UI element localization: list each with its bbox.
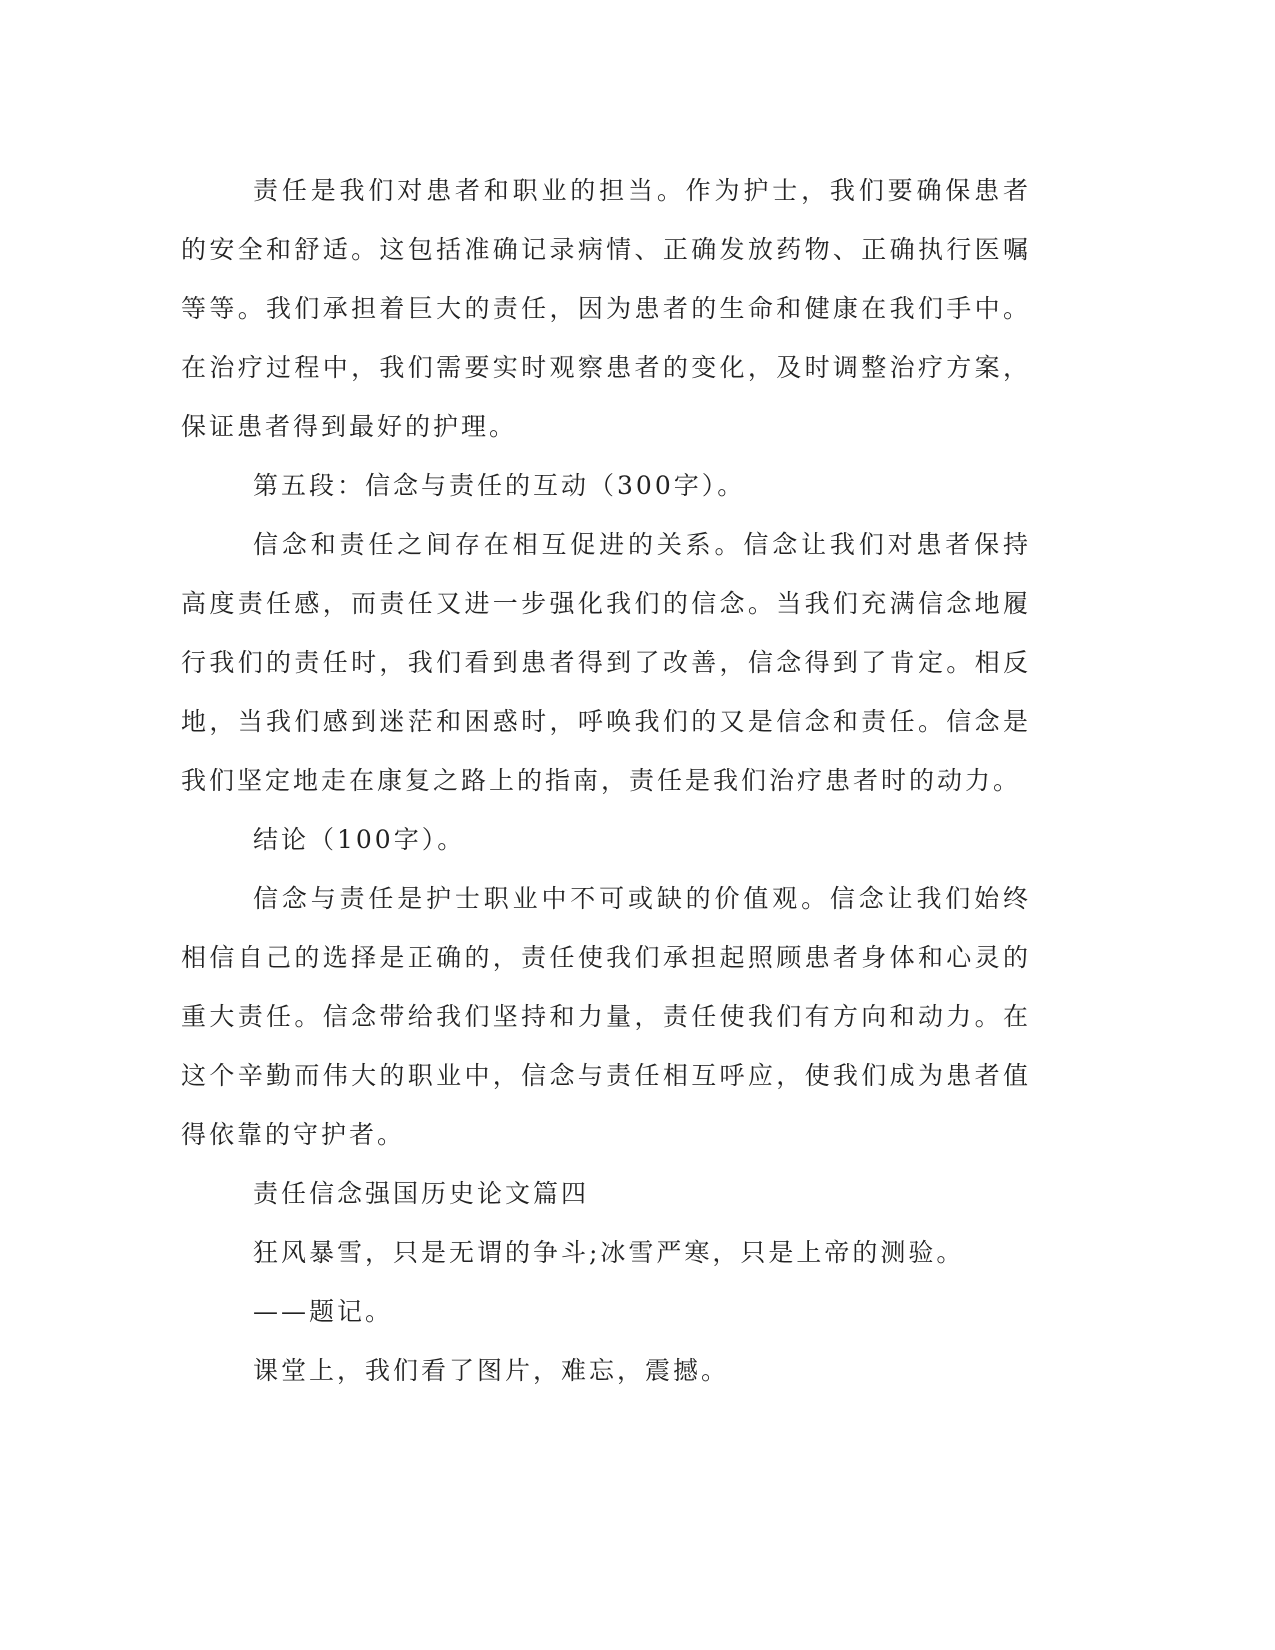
paragraph-responsibility: 责任是我们对患者和职业的担当。作为护士，我们要确保患者的安全和舒适。这包括准确记录病情、正确发放药物、正确执行医嘱等等。我们承担着巨大的责任，因为患者的生命和健康在我们手中。在治疗过程中，我们需要实时观察患者的变化，及时调整治疗方案，保证患者得到最好的护理。 (181, 176, 1031, 441)
heading-essay-four: 责任信念强国历史论文篇四 (253, 1179, 590, 1208)
epigraph-attribution: ——题记。 (253, 1297, 394, 1326)
document-body (181, 161, 1031, 1400)
heading-section-five: 第五段：信念与责任的互动（300字）。 (253, 471, 746, 500)
paragraph-classroom: 课堂上，我们看了图片，难忘，震撼。 (253, 1356, 730, 1385)
heading-conclusion: 结论（100字）。 (253, 825, 466, 854)
paragraph-conclusion: 信念与责任是护士职业中不可或缺的价值观。信念让我们始终相信自己的选择是正确的，责任使我们承担起照顾患者身体和心灵的重大责任。信念带给我们坚持和力量，责任使我们有方向和动力。在这个辛勤而伟大的职业中，信念与责任相互呼应，使我们成为患者值得依靠的守护者。 (181, 884, 1031, 1149)
paragraph-interaction: 信念和责任之间存在相互促进的关系。信念让我们对患者保持高度责任感，而责任又进一步强化我们的信念。当我们充满信念地履行我们的责任时，我们看到患者得到了改善，信念得到了肯定。相反地，当我们感到迷茫和困惑时，呼唤我们的又是信念和责任。信念是我们坚定地走在康复之路上的指南，责任是我们治疗患者时的动力。 (181, 530, 1031, 795)
epigraph-quote: 狂风暴雪，只是无谓的争斗;冰雪严寒，只是上帝的测验。 (253, 1238, 965, 1267)
